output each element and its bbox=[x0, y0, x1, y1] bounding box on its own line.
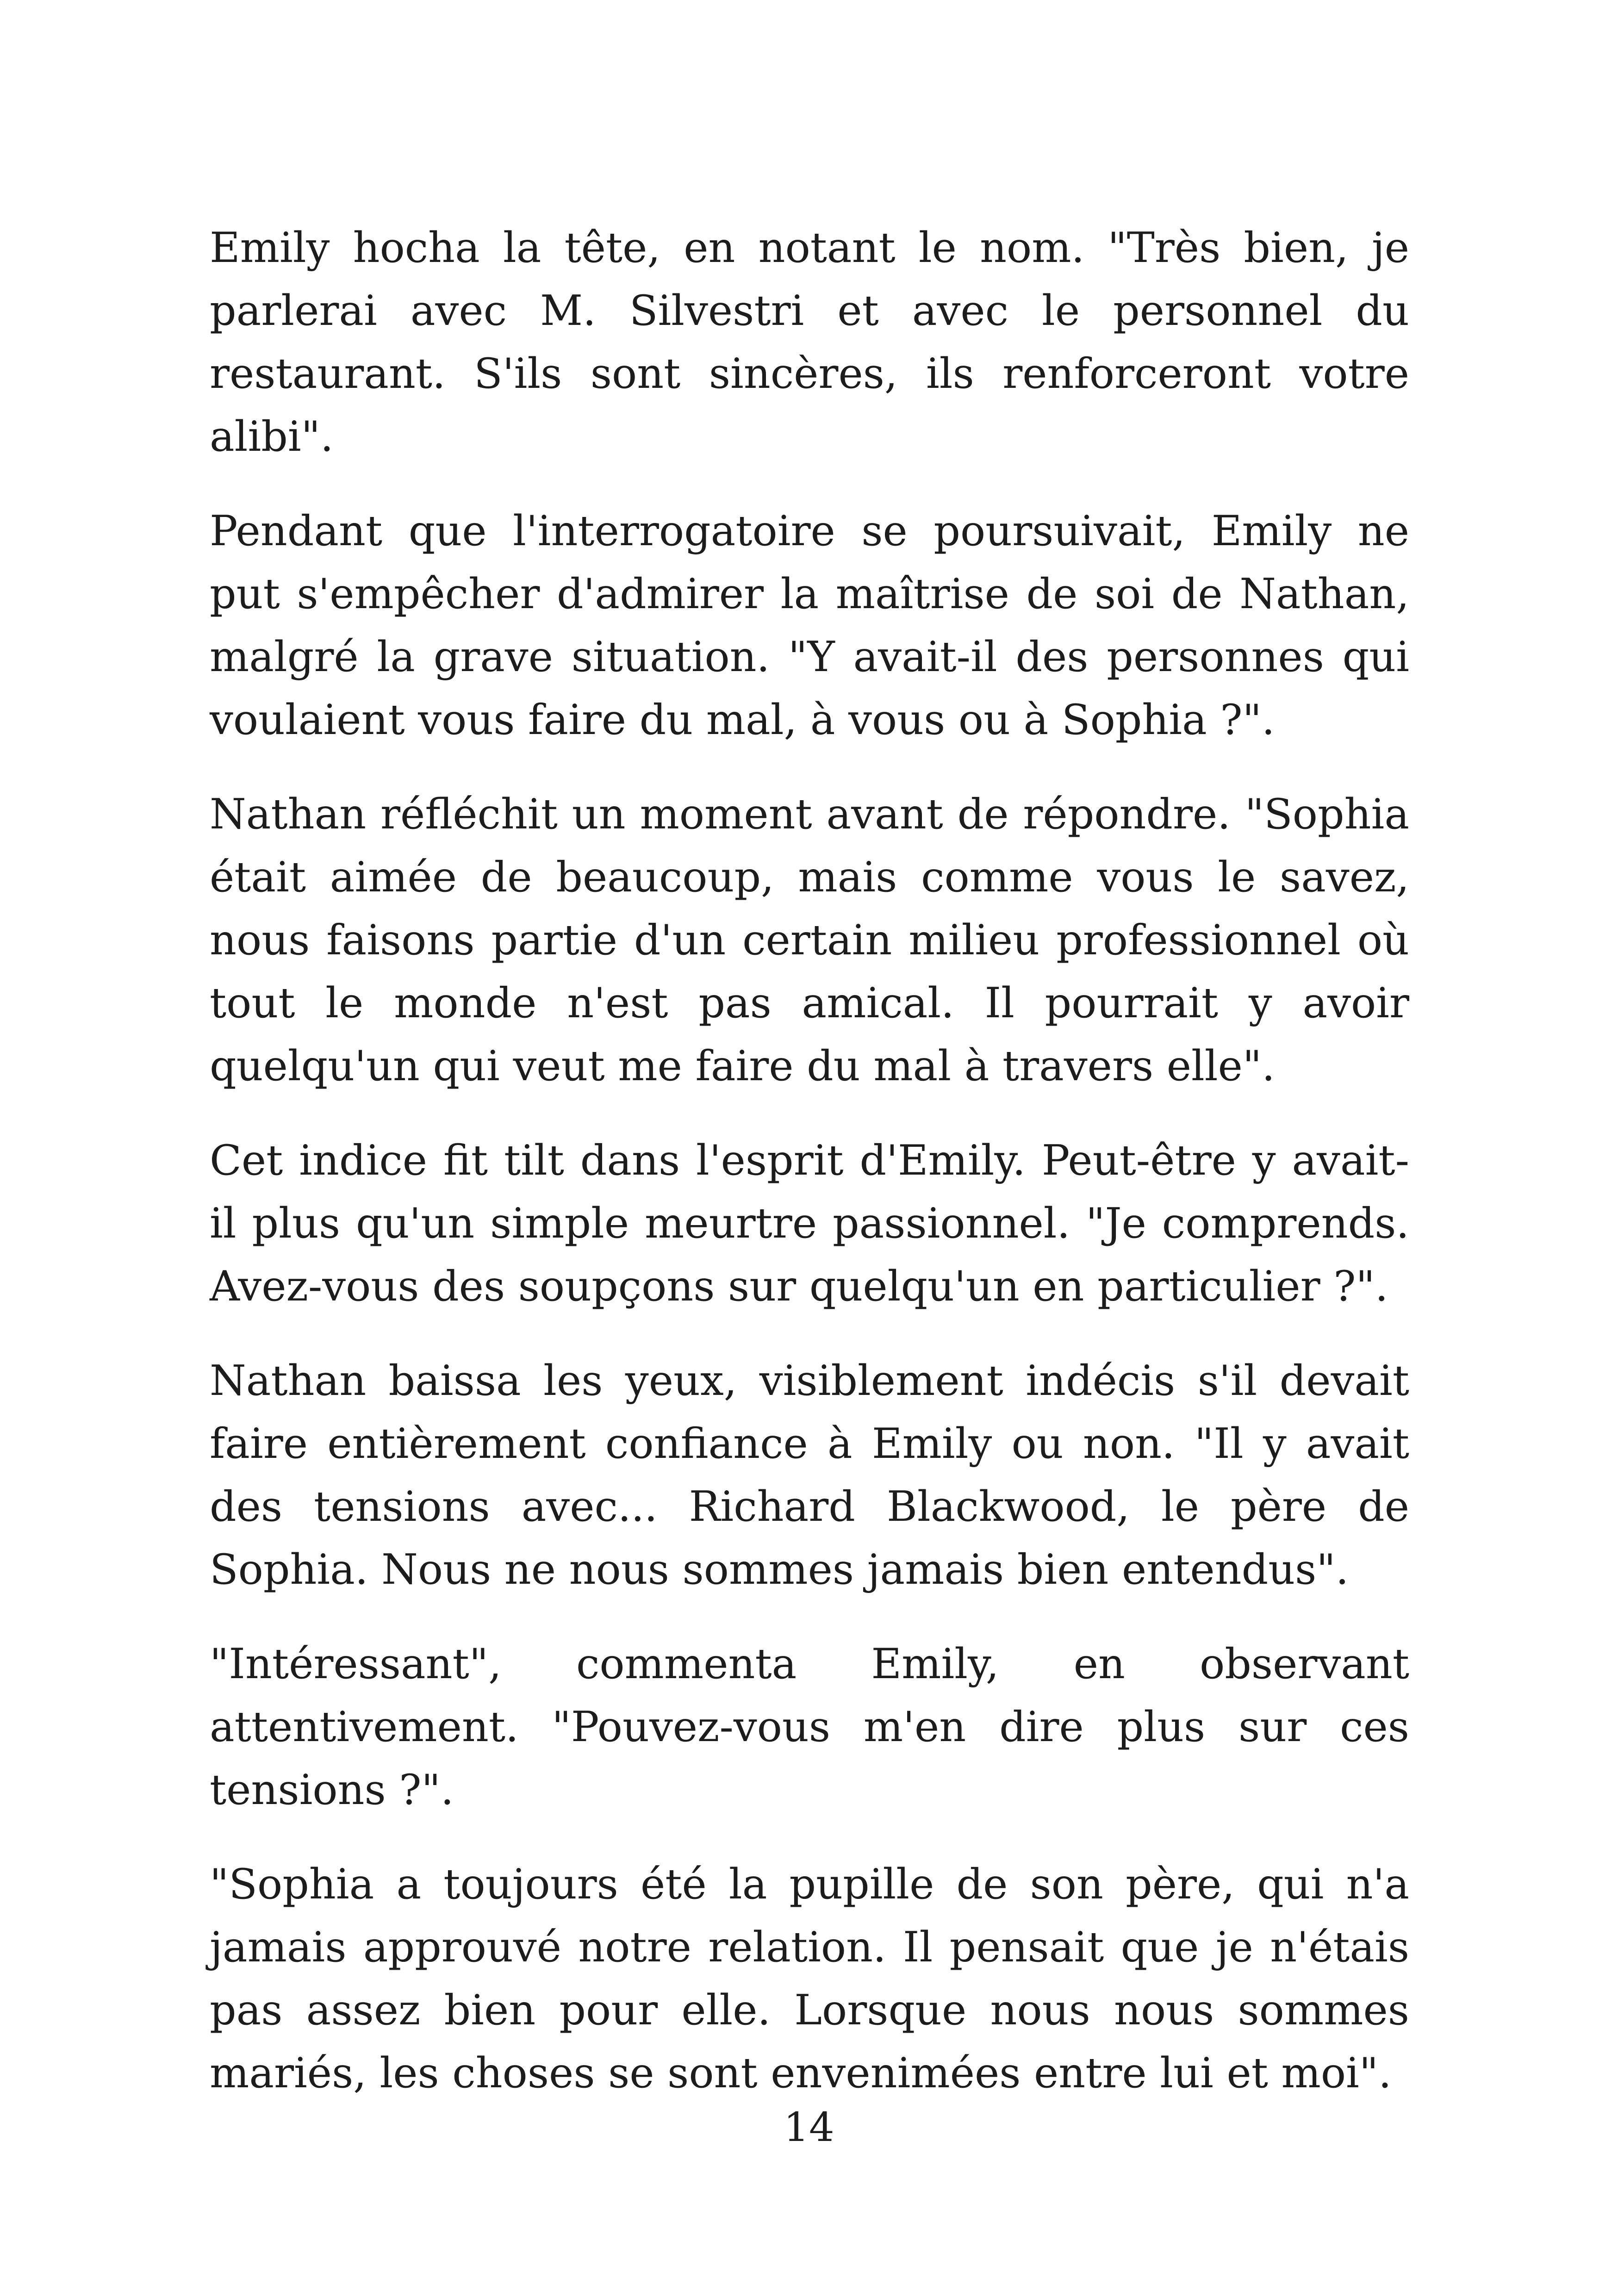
body-text bbox=[210, 217, 1409, 2105]
paragraph: Cet indice fit tilt dans l'esprit d'Emily. Peut-être y avait-il plus qu'un simple meurtre passionnel. "Je comprends. Avez-vous des soupçons sur quelqu'un en particulier ?". bbox=[210, 1136, 1409, 1311]
paragraph: Nathan baissa les yeux, visiblement indécis s'il devait faire entièrement confiance à Emily ou non. "Il y avait des tensions avec... Richard Blackwood, le père de Sophia. Nous ne nous sommes jamais bien entendus". bbox=[210, 1356, 1409, 1594]
page-number: 14 bbox=[784, 2104, 834, 2151]
paragraph: "Intéressant", commenta Emily, en observant attentivement. "Pouvez-vous m'en dire plus sur ces tensions ?". bbox=[210, 1640, 1409, 1814]
paragraph: Nathan réfléchit un moment avant de répondre. "Sophia était aimée de beaucoup, mais comme vous le savez, nous faisons partie d'un certain milieu professionnel où tout le monde n'est pas amical. Il pourrait y avoir quelqu'un qui veut me faire du mal à travers elle". bbox=[210, 790, 1409, 1090]
paragraph: "Sophia a toujours été la pupille de son père, qui n'a jamais approuvé notre relation. Il pensait que je n'étais pas assez bien pour elle. Lorsque nous nous sommes mariés, les choses se sont envenimées entre lui et moi". bbox=[210, 1860, 1409, 2097]
paragraph: Emily hocha la tête, en notant le nom. "Très bien, je parlerai avec M. Silvestri et avec le personnel du restaurant. S'ils sont sincères, ils renforceront votre alibi". bbox=[210, 224, 1409, 461]
paragraph: Pendant que l'interrogatoire se poursuivait, Emily ne put s'empêcher d'admirer la maîtrise de soi de Nathan, malgré la grave situation. "Y avait-il des personnes qui voulaient vous faire du mal, à vous ou à Sophia ?". bbox=[210, 507, 1409, 744]
